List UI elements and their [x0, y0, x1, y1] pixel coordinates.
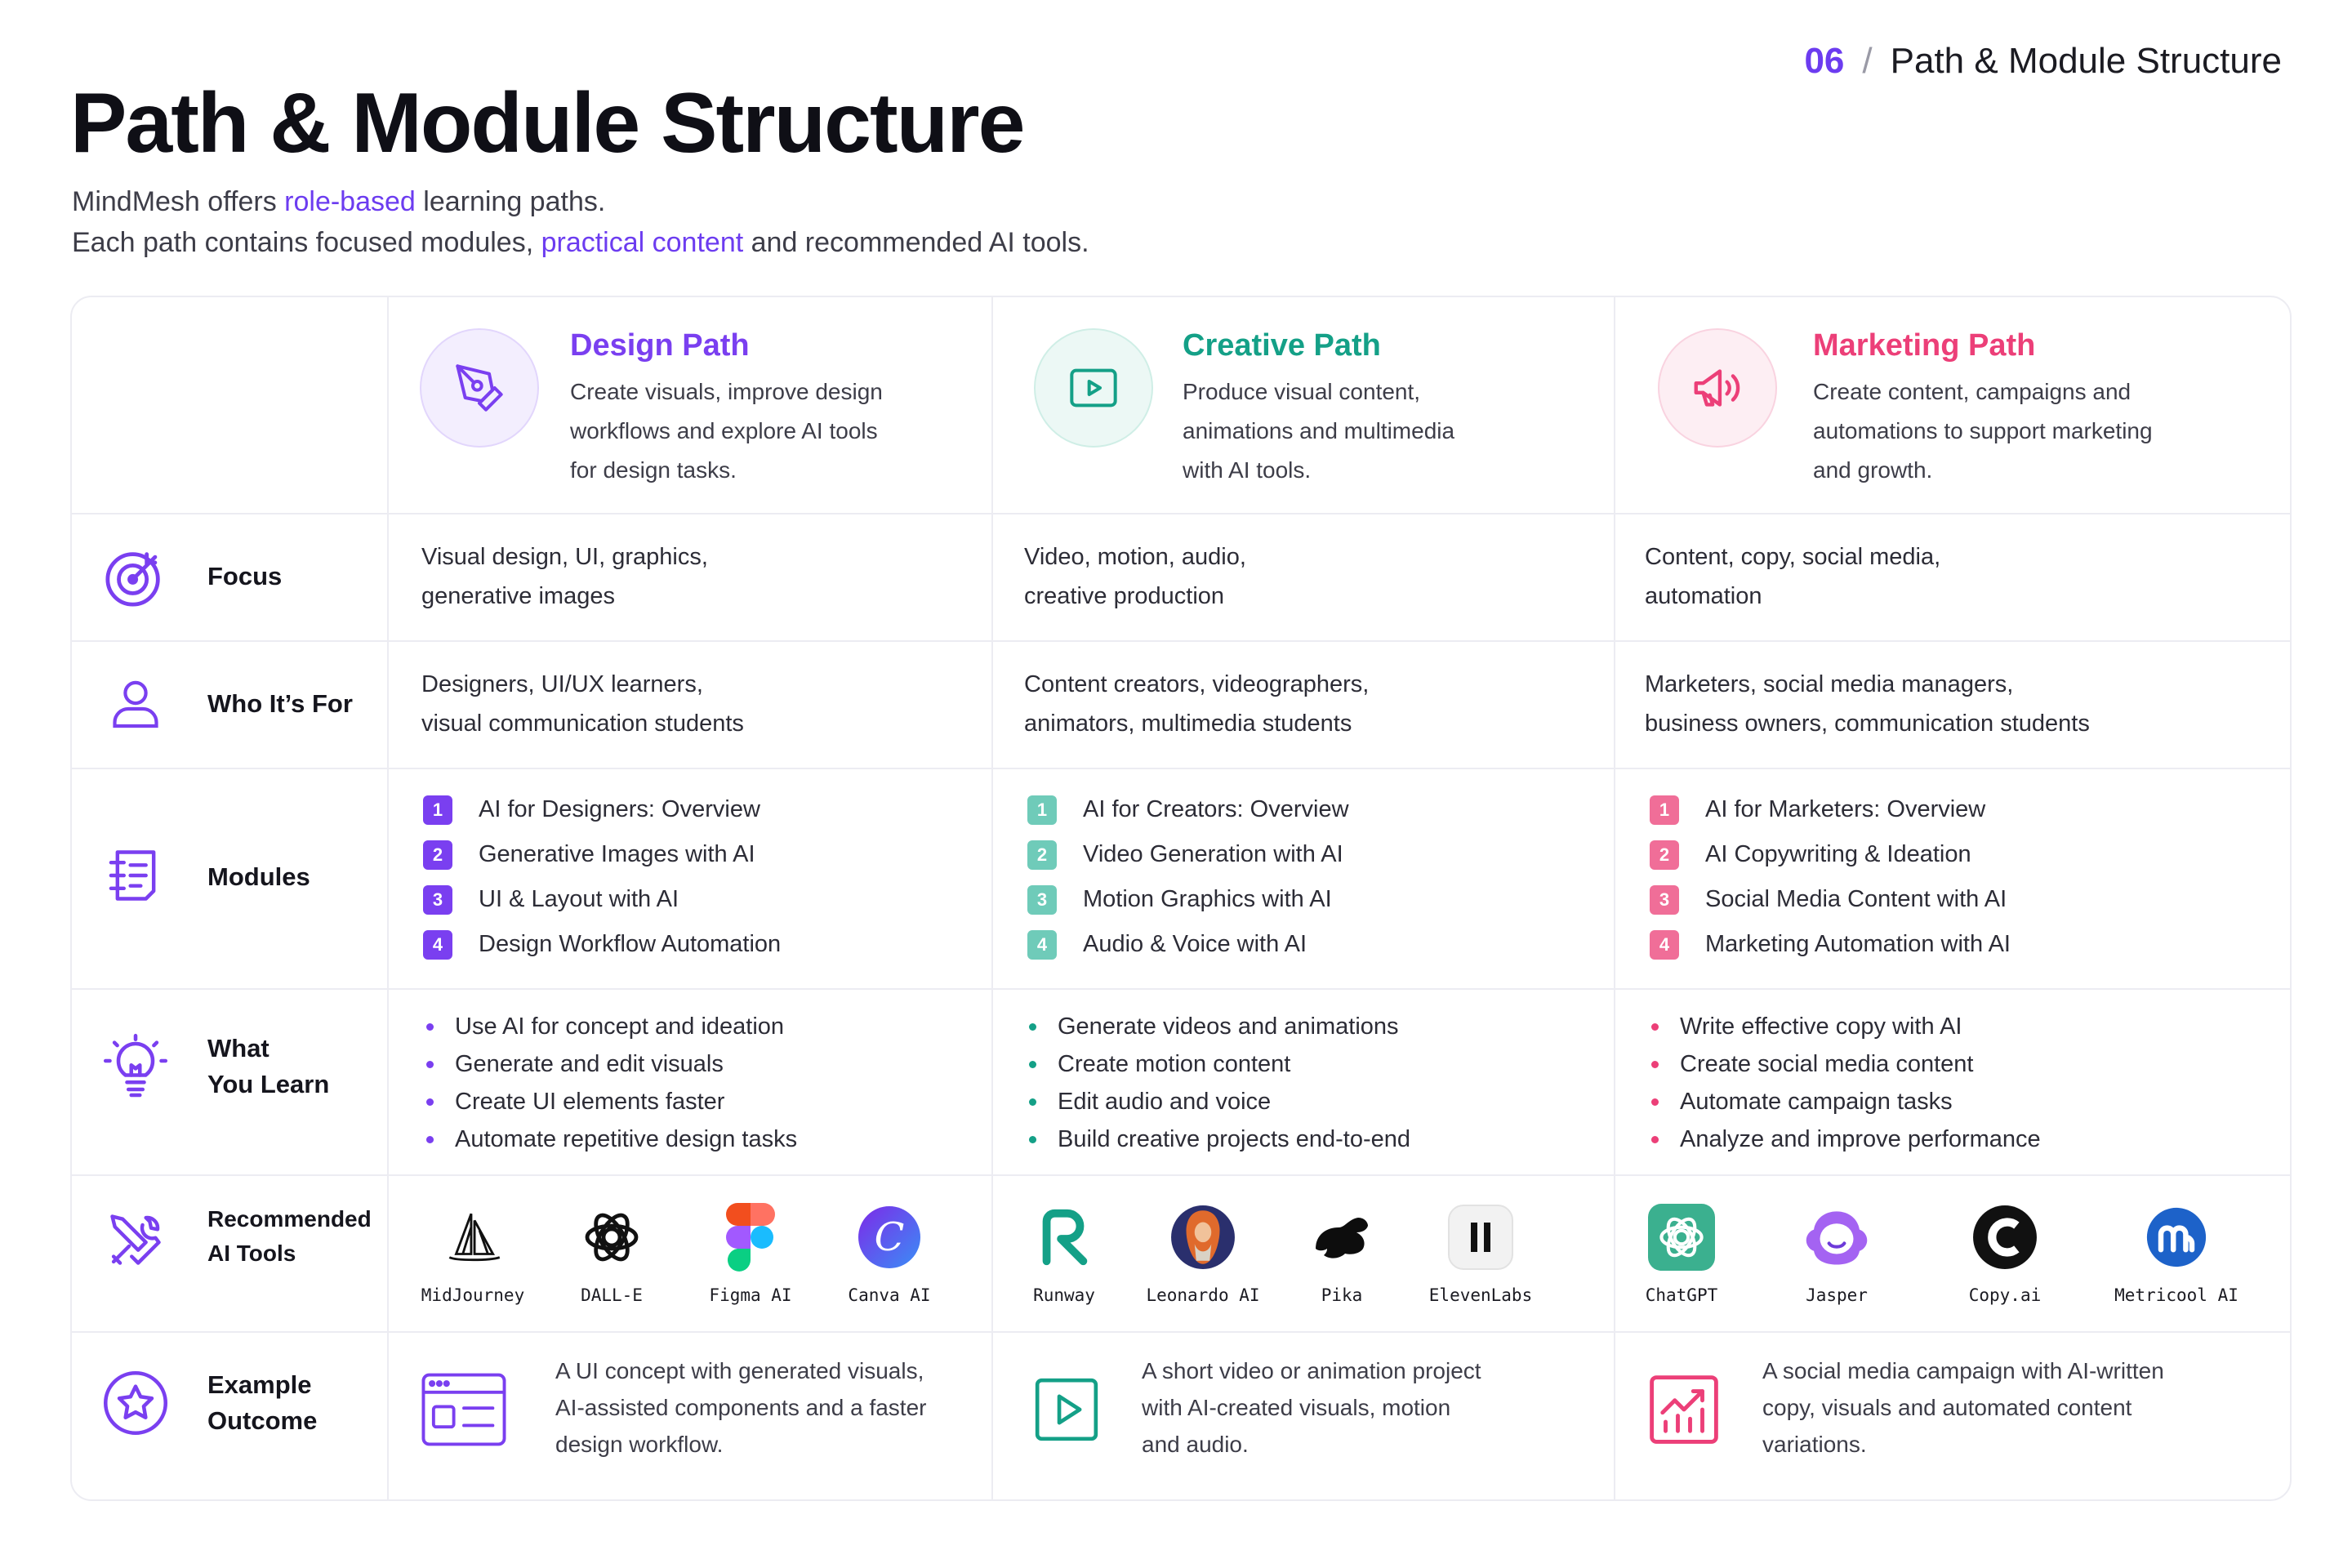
play-screen-icon [1067, 362, 1120, 414]
list-item: Automate repetitive design tasks [421, 1120, 797, 1158]
list-item: Generate videos and animations [1024, 1008, 1410, 1045]
tool-leonardo-ai: Leonardo AI [1134, 1204, 1272, 1305]
list-item: 2 Video Generation with AI [1027, 832, 1349, 877]
metricool-logo-icon [2143, 1204, 2210, 1271]
jasper-logo-icon [1803, 1204, 1870, 1271]
tool-copy-ai: Copy.ai [1936, 1204, 2074, 1305]
marketing-path-icon-circle [1658, 328, 1777, 448]
marketing-focus: Content, copy, social media, automation [1645, 544, 1941, 609]
list-item: Create social media content [1646, 1045, 2041, 1083]
growth-chart-icon [1640, 1369, 1728, 1450]
list-item: 1 AI for Designers: Overview [423, 787, 781, 832]
row-label-outcome: Example Outcome [207, 1370, 318, 1435]
tool-midjourney: MidJourney [403, 1204, 542, 1305]
list-item: 1 AI for Creators: Overview [1027, 787, 1349, 832]
list-item: 4 Design Workflow Automation [423, 922, 781, 967]
list-item: 3 UI & Layout with AI [423, 877, 781, 922]
figma-logo-icon [717, 1204, 784, 1271]
row-label-focus: Focus [207, 562, 283, 590]
tools-icon [101, 1205, 170, 1274]
list-item: Build creative projects end-to-end [1024, 1120, 1410, 1158]
openai-logo-icon [578, 1204, 645, 1271]
page-label-separator: / [1862, 41, 1873, 81]
creative-path-icon-circle [1034, 328, 1153, 448]
svg-text:C: C [874, 1214, 905, 1260]
marketing-outcome-text: A social media campaign with AI-written copy, visuals and automated content variations. [1762, 1358, 2164, 1457]
design-learn-list [421, 1008, 797, 1158]
subtitle-highlight: role-based [284, 186, 416, 217]
marketing-audience: Marketers, social media managers, business owners, communication students [1645, 671, 2090, 737]
list-item: Edit audio and voice [1024, 1083, 1410, 1120]
list-item: Automate campaign tasks [1646, 1083, 2041, 1120]
design-outcome-text: A UI concept with generated visuals, AI-assisted components and a faster design workflow. [555, 1358, 927, 1457]
creative-modules-list [1027, 787, 1349, 967]
design-path-icon-circle [420, 328, 539, 448]
tool-canva-ai: C Canva AI [820, 1204, 959, 1305]
tool-metricool-ai: Metricool AI [2107, 1204, 2246, 1305]
list-item: 2 AI Copywriting & Ideation [1650, 832, 2011, 877]
lightbulb-icon [101, 1032, 170, 1101]
user-icon [101, 670, 170, 738]
marketing-path-description: Create content, campaigns and automations to support marketing and growth. [1813, 379, 2153, 483]
page-number-label [1804, 41, 2282, 82]
tool-runway: Runway [995, 1204, 1134, 1305]
creative-outcome-text: A short video or animation project with AI-created visuals, motion and audio. [1142, 1358, 1481, 1457]
page-label-text: Path & Module Structure [1890, 41, 2282, 81]
pen-tool-icon [453, 362, 506, 414]
row-label-tools: Recommended AI Tools [207, 1206, 372, 1266]
elevenlabs-logo-icon [1447, 1204, 1514, 1271]
design-audience: Designers, UI/UX learners, visual communication students [421, 671, 744, 737]
modules-list-icon [101, 841, 170, 910]
creative-audience: Content creators, videographers, animators, multimedia students [1024, 671, 1370, 737]
target-icon [101, 542, 170, 611]
list-item: Analyze and improve performance [1646, 1120, 2041, 1158]
row-label-who: Who It’s For [207, 689, 353, 718]
tool-figma-ai: Figma AI [681, 1204, 820, 1305]
tool-elevenlabs: ElevenLabs [1411, 1204, 1550, 1305]
canva-logo-icon [856, 1204, 923, 1271]
megaphone-icon [1689, 359, 1746, 416]
row-label-learn: What You Learn [207, 1034, 330, 1098]
page-number: 06 [1804, 41, 1845, 81]
tool-chatgpt: ChatGPT [1612, 1204, 1751, 1305]
copy-ai-logo-icon [1971, 1204, 2038, 1271]
creative-path-title: Creative Path [1183, 328, 1381, 363]
list-item: Generate and edit visuals [421, 1045, 797, 1083]
design-path-description: Create visuals, improve design workflows and explore AI tools for design tasks. [570, 379, 883, 483]
list-item: Use AI for concept and ideation [421, 1008, 797, 1045]
list-item: 4 Marketing Automation with AI [1650, 922, 2011, 967]
list-item: Write effective copy with AI [1646, 1008, 2041, 1045]
creative-focus: Video, motion, audio, creative production [1024, 544, 1246, 609]
runway-logo-icon [1031, 1204, 1098, 1271]
layout-wireframe-icon [420, 1369, 508, 1450]
row-label-modules: Modules [207, 862, 310, 891]
list-item: 3 Motion Graphics with AI [1027, 877, 1349, 922]
chatgpt-logo-icon [1648, 1204, 1715, 1271]
star-circle-icon [101, 1369, 170, 1437]
tool-jasper: Jasper [1767, 1204, 1906, 1305]
tool-pika: Pika [1272, 1204, 1411, 1305]
list-item: Create UI elements faster [421, 1083, 797, 1120]
list-item: 2 Generative Images with AI [423, 832, 781, 877]
marketing-path-title: Marketing Path [1813, 328, 2036, 363]
list-item: 3 Social Media Content with AI [1650, 877, 2011, 922]
creative-path-description: Produce visual content, animations and multimedia with AI tools. [1183, 379, 1455, 483]
design-modules-list [423, 787, 781, 967]
page-title: Path & Module Structure [70, 76, 1024, 171]
design-focus: Visual design, UI, graphics, generative images [421, 544, 708, 609]
tool-dall-e: DALL-E [542, 1204, 681, 1305]
marketing-learn-list [1646, 1008, 2041, 1158]
list-item: 4 Audio & Voice with AI [1027, 922, 1349, 967]
video-play-icon [1022, 1369, 1111, 1450]
marketing-modules-list [1650, 787, 2011, 967]
path-structure-table [70, 296, 2292, 1501]
leonardo-logo-icon [1169, 1204, 1236, 1271]
design-path-title: Design Path [570, 328, 750, 363]
list-item: 1 AI for Marketers: Overview [1650, 787, 2011, 832]
list-item: Create motion content [1024, 1045, 1410, 1083]
pika-logo-icon [1308, 1204, 1375, 1271]
subtitle-highlight: practical content [541, 227, 744, 258]
creative-learn-list [1024, 1008, 1410, 1158]
midjourney-logo-icon [439, 1204, 506, 1271]
page-subtitle: MindMesh offers role-based learning paths. Each path contains focused modules, practical content and recommended AI tools. [72, 186, 1089, 258]
